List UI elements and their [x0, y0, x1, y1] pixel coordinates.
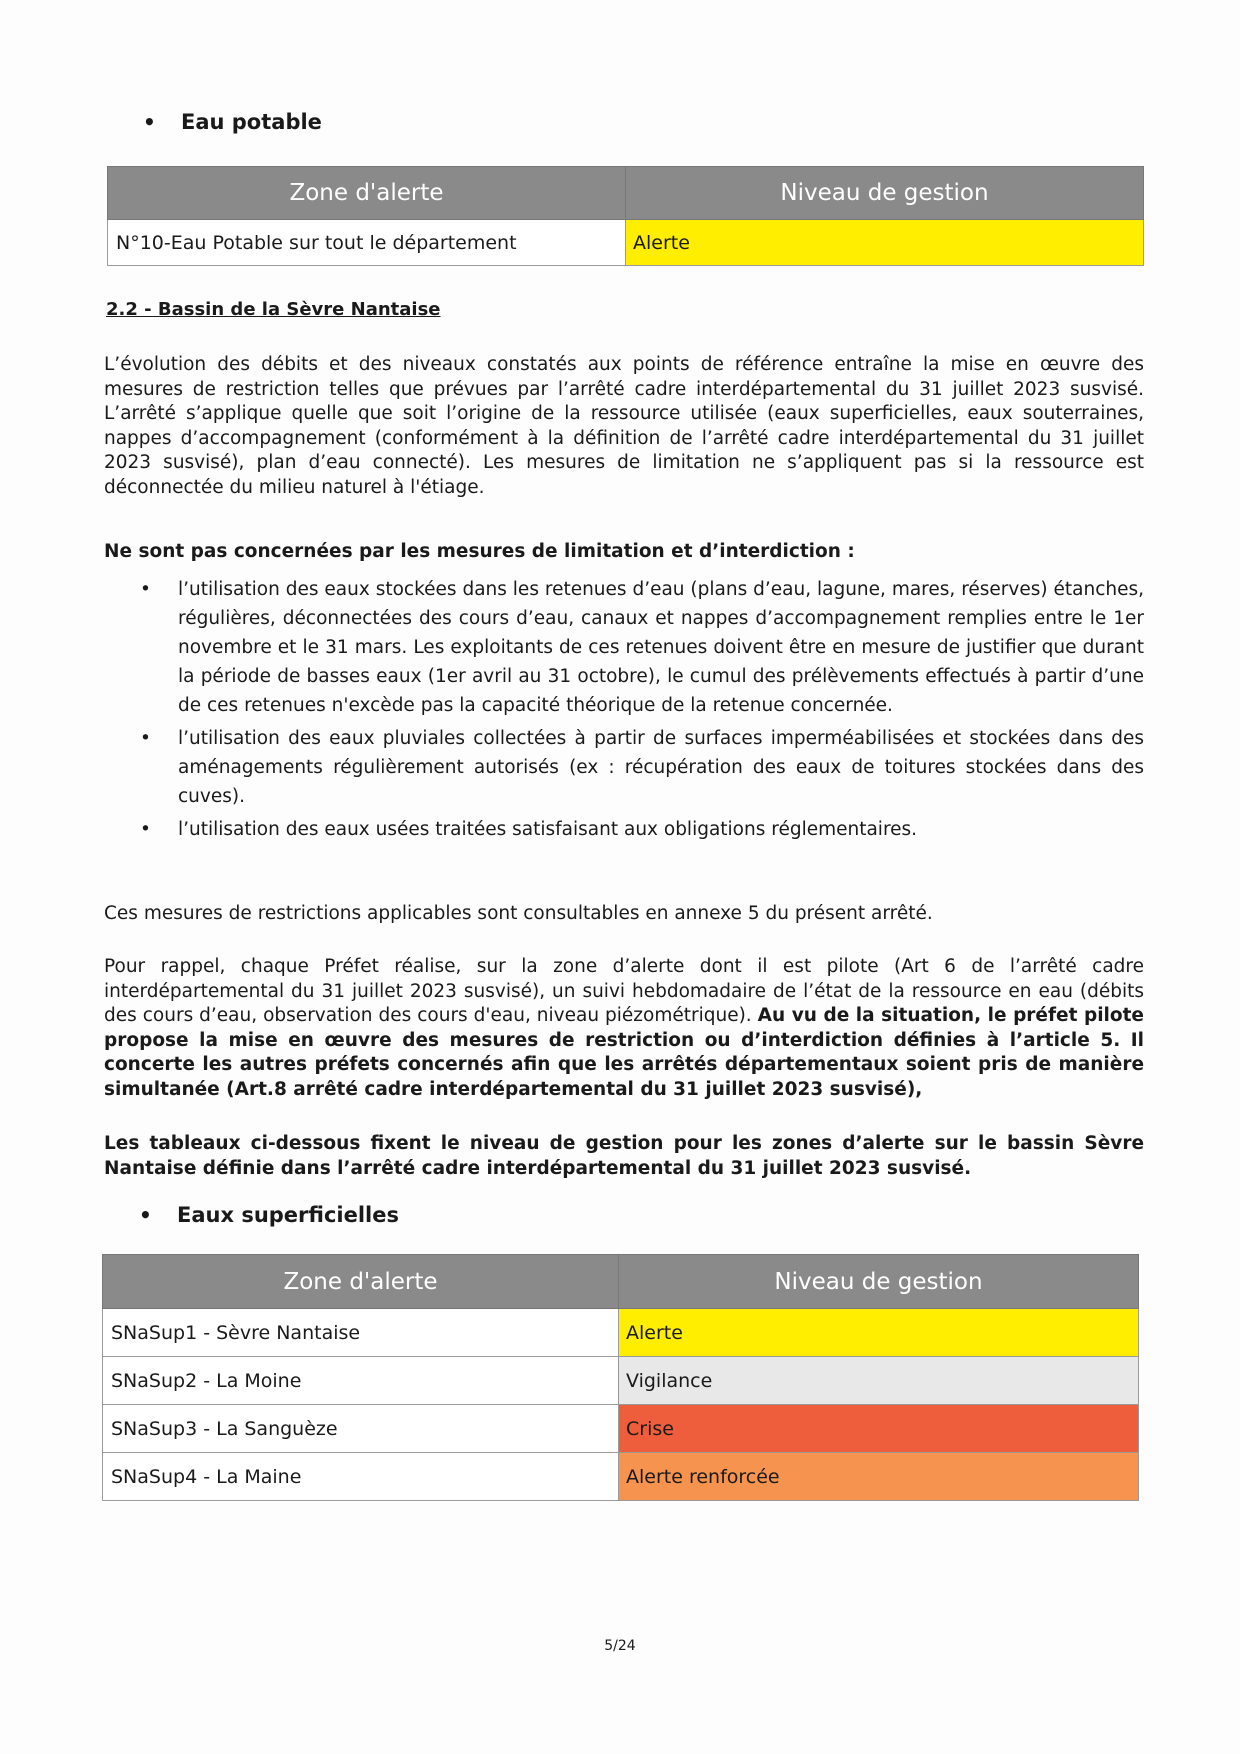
level-cell: Vigilance [619, 1357, 1139, 1405]
exclusions-heading: Ne sont pas concernées par les mesures de limitation et d’interdiction : [104, 541, 855, 562]
page-number: 5/24 [604, 1638, 636, 1654]
table-row [103, 1453, 1139, 1501]
header-niveau-gestion: Niveau de gestion [626, 167, 1144, 220]
eaux-superficielles-heading-text: Eaux superficielles [177, 1203, 399, 1227]
zone-cell: N°10-Eau Potable sur tout le département [108, 220, 626, 266]
level-cell: Alerte [619, 1309, 1139, 1357]
header-zone-alerte: Zone d'alerte [108, 167, 626, 220]
list-item [104, 815, 1144, 844]
intro-paragraph: L’évolution des débits et des niveaux constatés aux points de référence entraîne la mise en œuvre des mesures de restriction telles que prévues par l’arrêté cadre interdépartemental du 31 juillet 2023 susvisé. L’arrêté s’applique quelle que soit l’origine de la ressource utilisée (eaux superficielles, eaux souterraines, nappes d’accompagnement (conformément à la définition de l’arrêté cadre interdépartemental du 31 juillet 2023 susvisé), plan d’eau connecté). Les mesures de limitation ne s’appliquent pas si la ressource est déconnectée du milieu naturel à l'étiage. [104, 354, 1144, 498]
exclusions-list [104, 575, 1144, 848]
section-title: 2.2 - Bassin de la Sèvre Nantaise [106, 299, 441, 320]
level-cell: Alerte renforcée [619, 1453, 1139, 1501]
header-niveau-gestion: Niveau de gestion [619, 1255, 1139, 1309]
annex-note: Ces mesures de restrictions applicables sont consultables en annexe 5 du présent arrêté. [104, 903, 933, 924]
list-item-text: l’utilisation des eaux usées traitées satisfaisant aux obligations réglementaires. [178, 819, 918, 840]
level-cell: Crise [619, 1405, 1139, 1453]
reminder-text: Pour rappel, chaque Préfet réalise, sur la zone d’alerte dont il est pilote (Art 6 de l’arrêté cadre interdépartemental du 31 juillet 2023 susvisé), un suivi hebdomadaire de l’état de la ressource en eau (débits des cours d’eau, observation des cours d'eau, niveau piézométrique). [104, 956, 1144, 1026]
tables-intro: Les tableaux ci-dessous fixent le niveau de gestion pour les zones d’alerte sur le bassin Sèvre Nantaise définie dans l’arrêté cadre interdépartemental du 31 juillet 2023 susvisé. [104, 1133, 1144, 1179]
eaux-superficielles-heading [139, 1203, 399, 1227]
list-item-text: l’utilisation des eaux pluviales collectées à partir de surfaces imperméabilisées et stockées dans des aménagements régulièrement autorisés (ex : récupération des eaux de toitures stockées dans des cuves). [178, 728, 1144, 807]
eau-potable-table [107, 166, 1144, 266]
eaux-superficielles-table [102, 1254, 1139, 1501]
eau-potable-heading [143, 110, 322, 134]
zone-cell: SNaSup4 - La Maine [103, 1453, 619, 1501]
list-item [104, 724, 1144, 811]
zone-cell: SNaSup3 - La Sanguèze [103, 1405, 619, 1453]
bullet-icon: • [143, 110, 156, 134]
reminder-paragraph [104, 955, 1144, 1102]
bullet-icon: • [140, 819, 151, 840]
header-zone-alerte: Zone d'alerte [103, 1255, 619, 1309]
table-row [103, 1405, 1139, 1453]
level-cell: Alerte [626, 220, 1144, 266]
list-item [104, 575, 1144, 720]
table-row [103, 1309, 1139, 1357]
bullet-icon: • [140, 728, 151, 749]
reminder-bold-text: Au vu de la situation, le préfet pilote propose la mise en œuvre des mesures de restriction ou d’interdiction définies à l’article 5. Il concerte les autres préfets concernés afin que les arrêtés départementaux soient pris de manière simultanée (Art.8 arrêté cadre interdépartemental du 31 juillet 2023 susvisé), [104, 1005, 1144, 1100]
zone-cell: SNaSup1 - Sèvre Nantaise [103, 1309, 619, 1357]
table-row [103, 1357, 1139, 1405]
zone-cell: SNaSup2 - La Moine [103, 1357, 619, 1405]
list-item-text: l’utilisation des eaux stockées dans les retenues d’eau (plans d’eau, lagune, mares, réserves) étanches, régulières, déconnectées des cours d’eau, canaux et nappes d’accompagnement remplies entre le 1er novembre et le 31 mars. Les exploitants de ces retenues doivent être en mesure de justifier que durant la période de basses eaux (1er avril au 31 octobre), le cumul des prélèvements effectués à partir d’une de ces retenues n'excède pas la capacité théorique de la retenue concernée. [178, 579, 1144, 716]
bullet-icon: • [139, 1203, 152, 1227]
eau-potable-heading-text: Eau potable [181, 110, 322, 134]
bullet-icon: • [140, 579, 151, 600]
table-row [108, 220, 1144, 266]
